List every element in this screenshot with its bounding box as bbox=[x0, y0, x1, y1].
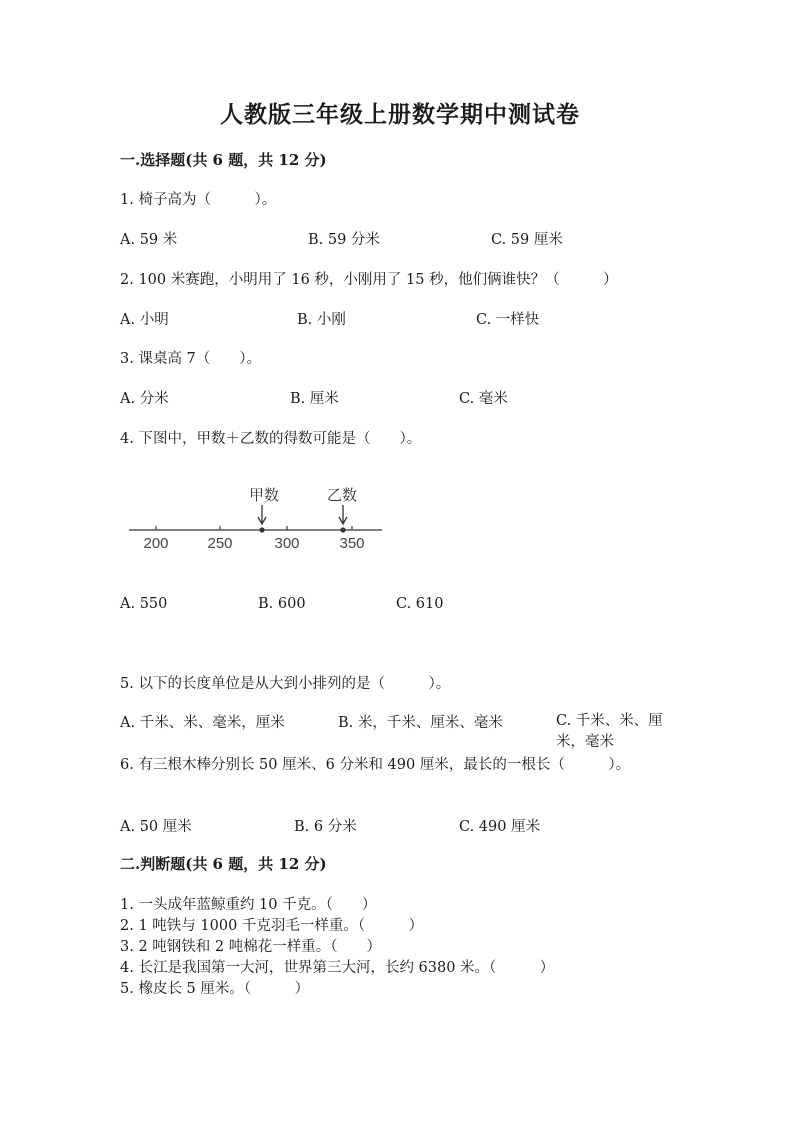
label-jia: 甲数 bbox=[248, 487, 280, 504]
judgement-item-3: 3. 2 吨钢铁和 2 吨棉花一样重。（ ） bbox=[120, 939, 381, 955]
q2-option-b: B. 小刚 bbox=[297, 312, 346, 328]
q4-option-a: A. 550 bbox=[120, 596, 168, 612]
question-2: 2. 100 米赛跑，小明用了 16 秒，小刚用了 15 秒，他们俩谁快？（ ） bbox=[120, 272, 618, 288]
section-heading-choice: 一.选择题(共 6 题，共 12 分) bbox=[120, 151, 327, 169]
question-4: 4. 下图中，甲数＋乙数的得数可能是（ ）。 bbox=[120, 431, 422, 447]
q1-option-b: B. 59 分米 bbox=[308, 232, 380, 248]
section-heading-judgement: 二.判断题(共 6 题，共 12 分) bbox=[120, 855, 327, 873]
tick-label-300: 300 bbox=[274, 535, 300, 552]
q4-option-b: B. 600 bbox=[258, 596, 306, 612]
question-3: 3. 课桌高 7（ ）。 bbox=[120, 351, 262, 367]
tick-label-200: 200 bbox=[143, 535, 169, 552]
q2-option-c: C. 一样快 bbox=[476, 312, 540, 328]
label-yi: 乙数 bbox=[326, 487, 358, 504]
number-line-figure bbox=[125, 480, 387, 555]
q5-option-b: B. 米，千米、厘米、毫米 bbox=[338, 715, 503, 731]
page-title: 人教版三年级上册数学期中测试卷 bbox=[220, 101, 580, 128]
q6-option-a: A. 50 厘米 bbox=[120, 819, 192, 835]
tick-label-350: 350 bbox=[339, 535, 365, 552]
question-6: 6. 有三根木棒分别长 50 厘米、6 分米和 490 厘米，最长的一根长（ ）。 bbox=[120, 757, 631, 773]
q6-option-c: C. 490 厘米 bbox=[459, 819, 541, 835]
q5-option-c: C. 千米、米、厘米，毫米 bbox=[556, 713, 663, 750]
q2-option-a: A. 小明 bbox=[120, 312, 169, 328]
point-yi bbox=[340, 527, 345, 532]
judgement-item-2: 2. 1 吨铁与 1000 千克羽毛一样重。（ ） bbox=[120, 918, 424, 934]
question-1: 1. 椅子高为（ ）。 bbox=[120, 192, 277, 208]
question-5: 5. 以下的长度单位是从大到小排列的是（ ）。 bbox=[120, 676, 451, 692]
q3-option-c: C. 毫米 bbox=[459, 391, 508, 407]
q1-option-a: A. 59 米 bbox=[120, 232, 178, 248]
q3-option-b: B. 厘米 bbox=[290, 391, 339, 407]
q5-option-a: A. 千米、米、毫米，厘米 bbox=[120, 715, 285, 731]
judgement-item-4: 4. 长江是我国第一大河，世界第三大河，长约 6380 米。（ ） bbox=[120, 960, 555, 976]
q3-option-a: A. 分米 bbox=[120, 391, 169, 407]
tick-label-250: 250 bbox=[207, 535, 233, 552]
q4-option-c: C. 610 bbox=[396, 596, 444, 612]
judgement-item-5: 5. 橡皮长 5 厘米。（ ） bbox=[120, 981, 310, 997]
point-jia bbox=[259, 527, 264, 532]
q6-option-b: B. 6 分米 bbox=[294, 819, 357, 835]
judgement-item-1: 1. 一头成年蓝鲸重约 10 千克。（ ） bbox=[120, 897, 377, 913]
q1-option-c: C. 59 厘米 bbox=[491, 232, 563, 248]
